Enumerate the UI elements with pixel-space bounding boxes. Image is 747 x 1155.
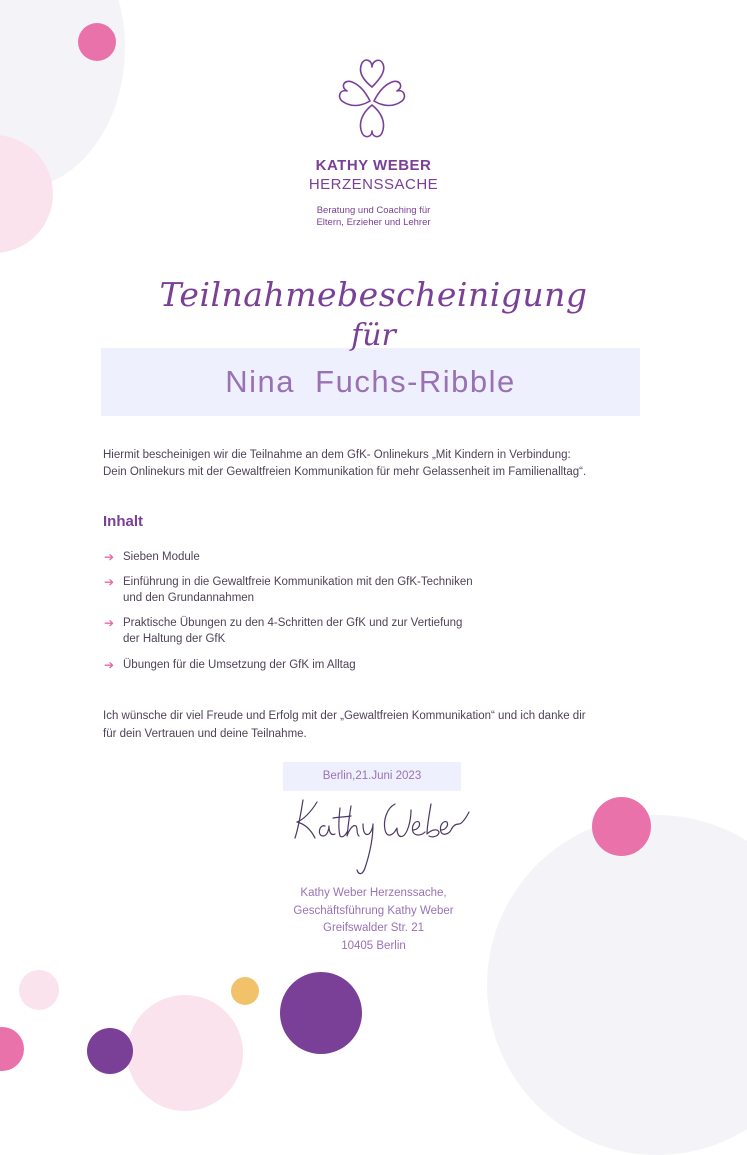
decorative-circle-pink <box>78 23 116 61</box>
arrow-right-icon: ➔ <box>104 615 115 630</box>
address-line: 10405 Berlin <box>341 939 406 952</box>
address-line: Geschäftsführung Kathy Weber <box>293 904 454 917</box>
certificate-for-word: für <box>351 318 396 353</box>
intro-line: Hiermit bescheinigen wir die Teilnahme an dem GfK- Onlinekurs „Mit Kindern in Verbindung: <box>103 449 571 461</box>
brand-subtitle: HERZENSSACHE <box>308 176 439 193</box>
arrow-right-icon: ➔ <box>104 574 115 589</box>
decorative-circle-purple <box>280 972 362 1054</box>
recipient-name: Nina Fuchs-Ribble <box>225 364 516 399</box>
list-item-text: der Haltung der GfK <box>123 633 226 645</box>
list-item <box>104 549 624 566</box>
list-item-text: Sieben Module <box>123 551 200 563</box>
decorative-circle-purple <box>87 1028 133 1074</box>
tagline-line: Beratung und Coaching für <box>316 205 431 216</box>
brand-tagline <box>0 205 747 229</box>
decorative-circle-light-pink <box>127 995 243 1111</box>
address-line: Greifswalder Str. 21 <box>323 922 424 934</box>
arrow-right-icon: ➔ <box>104 550 115 564</box>
list-item-text: Einführung in die Gewaltfreie Kommunikation mit den GfK-Techniken <box>123 575 473 588</box>
content-heading: Inhalt <box>103 513 143 530</box>
tagline-line: Eltern, Erzieher und Lehrer <box>316 217 431 228</box>
certificate-title: Teilnahmebescheinigung <box>159 275 588 314</box>
date-text: Berlin,21.Juni 2023 <box>322 770 422 782</box>
closing-paragraph <box>103 708 663 743</box>
decorative-circle-pink <box>0 1027 24 1071</box>
decorative-circle-yellow <box>231 977 259 1005</box>
decorative-circle-pink <box>592 797 651 856</box>
list-item-text: Übungen für die Umsetzung der GfK im Alltag <box>123 658 356 671</box>
decorative-circle-gray <box>487 815 747 1155</box>
four-heart-clover-icon <box>332 55 412 145</box>
list-item-text: und den Grundannahmen <box>123 592 255 604</box>
intro-paragraph <box>103 447 663 481</box>
content-list <box>104 549 624 673</box>
arrow-right-icon: ➔ <box>104 657 115 672</box>
decorative-circle-light-pink <box>19 970 59 1010</box>
brand-name: KATHY WEBER <box>315 157 432 174</box>
list-item-text: Praktische Übungen zu den 4-Schritten der GfK und zur Vertiefung <box>123 616 463 629</box>
handwritten-signature-icon <box>285 790 475 885</box>
list-item <box>104 657 624 674</box>
address-line: Kathy Weber Herzenssache, <box>300 887 447 899</box>
intro-line: Dein Onlinekurs mit der Gewaltfreien Kommunikation für mehr Gelassenheit im Familienalltag“. <box>103 466 587 478</box>
list-item <box>104 615 624 648</box>
list-item <box>104 574 624 607</box>
closing-line: für dein Vertrauen und deine Teilnahme. <box>103 727 307 740</box>
closing-line: Ich wünsche dir viel Freude und Erfolg mit der „Gewaltfreien Kommunikation“ und ich danke dir <box>103 710 586 722</box>
address-block <box>0 885 747 955</box>
